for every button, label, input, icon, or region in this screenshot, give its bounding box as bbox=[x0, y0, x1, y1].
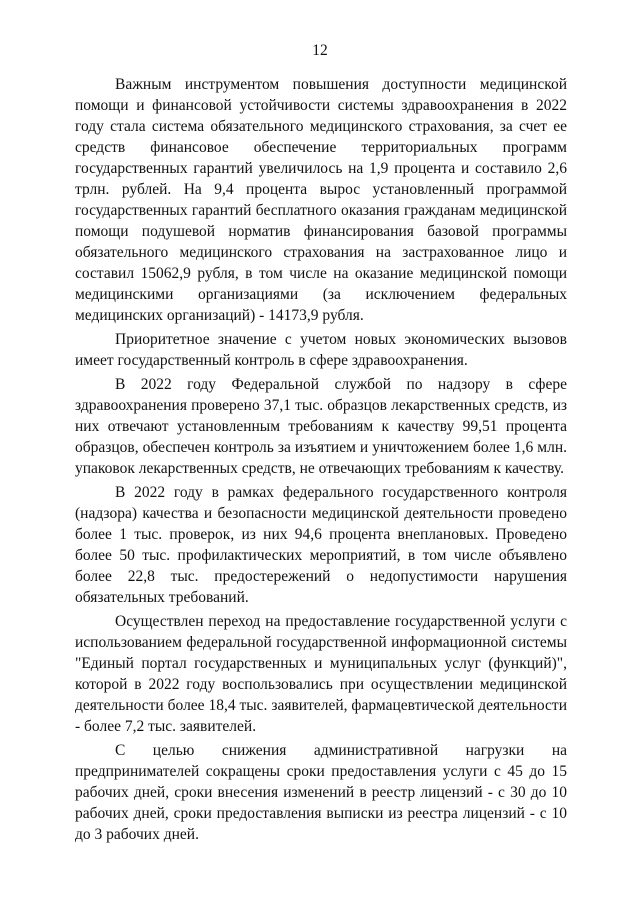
paragraph-inspections: В 2022 году в рамках федерального государственного контроля (надзора) качества и безопасности медицинской деятельности проведено более 1 тыс. проверок, из них 94,6 процента внеплановых. Проведено более 50 тыс. профилактических мероприятий, в том числе объявлено более 22,8 тыс. предостережений о недопустимости нарушения обязательных требований. bbox=[75, 484, 567, 606]
page-number: 12 bbox=[312, 42, 328, 59]
paragraph-oms-financing: Важным инструментом повышения доступности медицинской помощи и финансовой устойчивости системы здравоохранения в 2022 году стала система обязательного медицинского страхования, за счет ее средств финансовое обеспечение территориальных программ государственных гарантий увеличилось на 1,9 процента и составило 2,6 трлн. рублей. На 9,4 процента вырос установленный программой государственных гарантий бесплатного оказания гражданам медицинской помощи подушевой норматив финансирования базовой программы обязательного медицинского страхования на застрахованное лицо и составил 15062,9 рубля, в том числе на оказание медицинской помощи медицинскими организациями (за исключением федеральных медицинских организаций) - 14173,9 рубля. bbox=[75, 76, 567, 324]
document-body bbox=[75, 74, 567, 845]
paragraph-drug-samples: В 2022 году Федеральной службой по надзору в сфере здравоохранения проверено 37,1 тыс. образцов лекарственных средств, из них отвечают установленным требованиям к качеству 99,51 процента образцов, обеспечен контроль за изъятием и уничтожением более 1,6 млн. упаковок лекарственных средств, не отвечающих требованиям к качеству. bbox=[75, 376, 567, 477]
paragraph-state-control: Приоритетное значение с учетом новых экономических вызовов имеет государственный контроль в сфере здравоохранения. bbox=[75, 331, 567, 369]
paragraph-gosuslugi: Осуществлен переход на предоставление государственной услуги с использованием федеральной государственной информационной системы "Единый портал государственных и муниципальных услуг (функций)", которой в 2022 году воспользовались при осуществлении медицинской деятельности более 18,4 тыс. заявителей, фармацевтической деятельности - более 7,2 тыс. заявителей. bbox=[75, 613, 567, 735]
paragraph-reduced-deadlines: С целью снижения административной нагрузки на предпринимателей сокращены сроки предоставления услуги с 45 до 15 рабочих дней, сроки внесения изменений в реестр лицензий - с 30 до 10 рабочих дней, сроки предоставления выписки из реестра лицензий - с 10 до 3 рабочих дней. bbox=[75, 742, 567, 843]
